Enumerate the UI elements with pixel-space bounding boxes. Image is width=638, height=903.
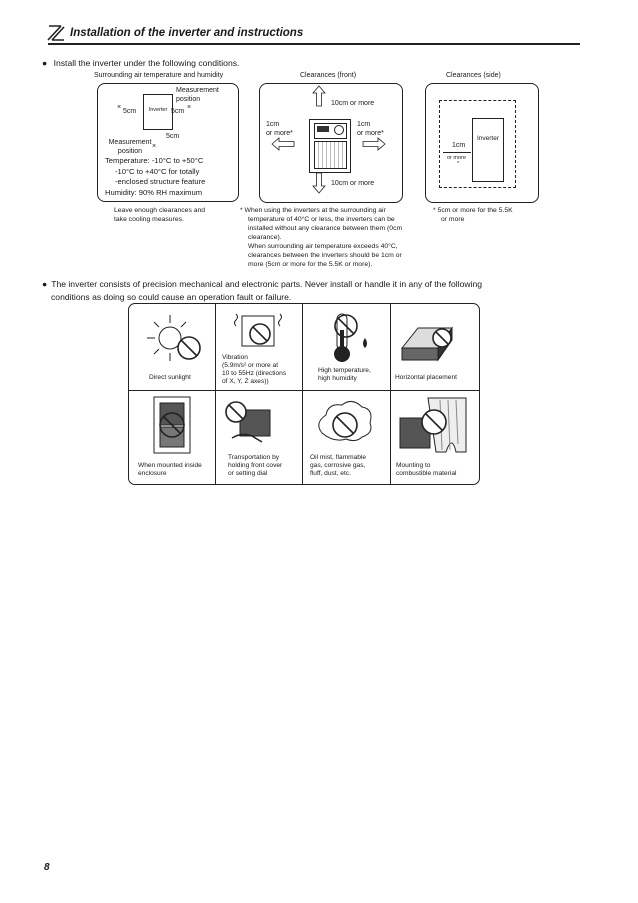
arrow-down-icon <box>313 173 325 193</box>
condition-caption <box>318 367 371 383</box>
condition-caption <box>228 454 282 478</box>
oil-mist-icon <box>314 397 376 449</box>
humidity-line: Humidity: 90% RH maximum <box>105 187 203 197</box>
front-left <box>266 120 293 138</box>
dim-text: or more* <box>266 130 293 137</box>
panel-side-title: Clearances (side) <box>446 72 501 79</box>
note-line: When surrounding air temperature exceeds 40°C, <box>248 243 398 250</box>
temp-line: Temperature: -10°C to +50°C <box>105 156 204 165</box>
dim-left: 5cm <box>123 108 137 115</box>
note-line: take cooling measures. <box>114 216 184 223</box>
inverter-box <box>143 94 173 130</box>
inverter-side-box <box>472 118 504 182</box>
caption-line: Oil mist, flammable <box>310 454 367 461</box>
panel-side-note <box>433 206 513 224</box>
horizontal-placement-icon <box>398 318 462 366</box>
caption-line: enclosure <box>138 470 167 477</box>
temp-line: -enclosed structure feature <box>115 177 206 186</box>
condition-caption: Direct sunlight <box>149 374 191 381</box>
caption-line: High temperature, <box>318 367 371 374</box>
panel-air-title: Surrounding air temperature and humidity <box>94 72 224 79</box>
condition-caption <box>222 354 286 386</box>
side-dim-star: * <box>457 161 460 167</box>
arrow-right-icon <box>363 138 385 150</box>
sun-icon <box>145 313 205 363</box>
note-line: * When using the inverters at the surrounding air <box>240 207 386 214</box>
grid-divider <box>302 304 303 484</box>
front-top: 10cm or more <box>331 100 375 107</box>
enclosure-icon <box>150 395 194 455</box>
note-line: installed without any clearance between them (0cm <box>248 225 403 232</box>
front-bottom: 10cm or more <box>331 180 375 187</box>
grid-divider <box>215 304 216 484</box>
transport-icon <box>222 398 288 450</box>
temp-line: -10°C to +40°C for totally <box>115 166 200 176</box>
vibration-icon <box>234 308 284 352</box>
caption-line: of X, Y, Z axes)) <box>222 378 269 385</box>
note-line: clearances between the inverters should be 1cm or <box>248 252 402 259</box>
condition-caption: Horizontal placement <box>395 374 457 381</box>
inverter-label: Inverter <box>476 135 500 142</box>
air-conditions <box>105 156 205 198</box>
panel-front-note <box>240 206 430 269</box>
thermometer-icon <box>325 310 375 366</box>
note-line: * 5cm or more for the 5.5K <box>433 207 513 214</box>
combustible-material-icon <box>396 394 470 454</box>
condition-caption <box>138 462 202 478</box>
caption-line: combustible material <box>396 470 457 477</box>
grid-divider <box>390 304 391 484</box>
caption-line: 10 to 55Hz (directions <box>222 370 287 377</box>
dim-bottom: 5cm <box>166 133 180 140</box>
caption-line: (5.9m/s² or more at <box>222 362 279 369</box>
bullet-icon: ● <box>42 279 48 289</box>
inverter-front-icon <box>309 119 351 173</box>
dim-line <box>443 152 471 153</box>
intro-bullet <box>42 58 239 68</box>
inverter-label: Inverter <box>148 107 168 113</box>
caption-line: holding front cover <box>228 462 283 469</box>
side-dim: 1cm <box>452 142 466 149</box>
panel-air-note <box>114 206 205 224</box>
note-line: clearance). <box>248 234 282 241</box>
note-line: temperature of 40°C or less, the inverters can be <box>248 216 395 223</box>
arrow-left-icon <box>272 138 294 150</box>
caption-line: or setting dial <box>228 470 268 477</box>
dim-text: 1cm <box>357 121 371 128</box>
caption-line: Transportation by <box>228 454 280 461</box>
measurement-position-top: Measurement position <box>176 87 219 103</box>
note-line: more (5cm or more for the 5.5K or more). <box>248 261 373 268</box>
cross-mark-icon: × <box>152 143 157 150</box>
warning-text: The inverter consists of precision mechanical and electronic parts. Never install or handle it in any of the following <box>51 279 483 289</box>
caption-line: When mounted inside <box>138 462 202 469</box>
caption-line: Mounting to <box>396 462 431 469</box>
header-rule <box>48 43 580 45</box>
cross-mark-icon: × <box>187 104 192 111</box>
caption-line: fluff, dust, etc. <box>310 470 351 477</box>
condition-caption <box>310 454 366 478</box>
condition-caption <box>396 462 456 478</box>
side-dim-sub: or more <box>447 155 466 161</box>
intro-text: Install the inverter under the following conditions. <box>53 58 240 68</box>
page-number: 8 <box>44 862 50 873</box>
dim-text: or more* <box>357 130 384 137</box>
panel-front-title: Clearances (front) <box>300 72 357 79</box>
caption-line: Vibration <box>222 354 248 361</box>
caption-line: high humidity <box>318 375 357 382</box>
section-title: Installation of the inverter and instructions <box>70 27 304 39</box>
warning-text: conditions as doing so could cause an operation fault or failure. <box>51 292 292 302</box>
dim-right: 5cm <box>171 108 185 115</box>
measurement-position-left: Measurement position <box>108 139 152 155</box>
bullet-icon: ● <box>42 58 48 68</box>
warning-bullet <box>42 278 587 304</box>
grid-divider <box>129 390 479 391</box>
front-right <box>357 120 384 138</box>
dim-text: 1cm <box>266 121 280 128</box>
note-line: Leave enough clearances and <box>114 207 206 214</box>
note-line: or more <box>441 216 465 223</box>
arrow-up-icon <box>313 86 325 106</box>
section-marker-icon <box>47 25 65 41</box>
cross-mark-icon: × <box>117 104 122 111</box>
caption-line: gas, corrosive gas, <box>310 462 366 469</box>
